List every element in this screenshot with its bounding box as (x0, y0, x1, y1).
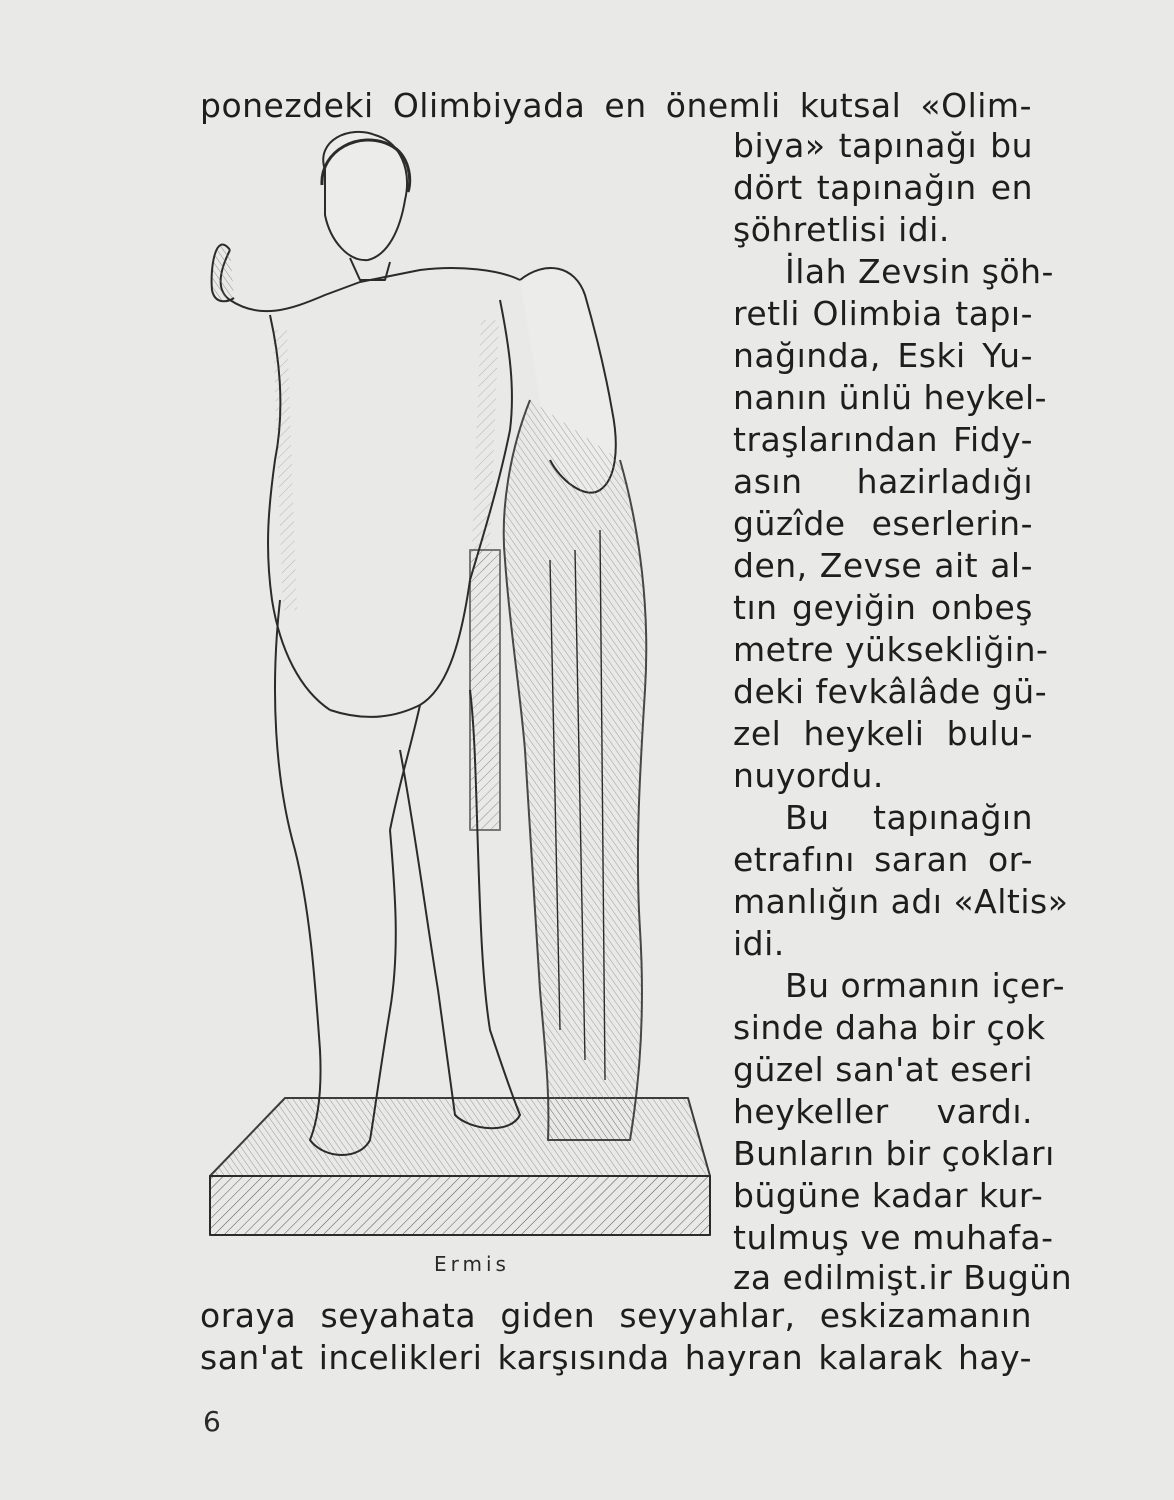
text-line: san'at incelikleri karşısında hayran kalarak hay- (200, 1338, 1032, 1377)
text-line: tın geyiğin onbeş (733, 588, 1033, 627)
text-line: sinde daha bir çok (733, 1008, 1046, 1047)
text-line: dört tapınağın en (733, 168, 1033, 207)
text-line: Bu ormanın içer- (785, 966, 1066, 1005)
text-line: traşlarından Fidy- (733, 420, 1033, 459)
text-line: nuyordu. (733, 756, 884, 795)
statue-figure (200, 130, 720, 1250)
text-line: güzîde eserlerin- (733, 504, 1033, 543)
text-line: biya» tapınağı bu (733, 126, 1033, 165)
text-line: nanın ünlü heykel- (733, 378, 1048, 417)
text-line: za edilmişt.ir Bugün (733, 1258, 1073, 1297)
statue-illustration-icon (200, 130, 720, 1250)
text-line: oraya seyahata giden seyyahlar, eskizamanın (200, 1296, 1032, 1335)
text-line: retli Olimbia tapı- (733, 294, 1033, 333)
text-line: heykeller vardı. (733, 1092, 1033, 1131)
text-line: asın hazirladığı (733, 462, 1033, 501)
page-number: 6 (203, 1405, 221, 1438)
text-line: İlah Zevsin şöh- (785, 252, 1054, 291)
text-line: idi. (733, 924, 785, 963)
text-line: metre yüksekliğin- (733, 630, 1049, 669)
text-line: bügüne kadar kur- (733, 1176, 1044, 1215)
text-line: Bunların bir çokları (733, 1134, 1055, 1173)
text-line: güzel san'at eseri (733, 1050, 1033, 1089)
text-line: şöhretlisi idi. (733, 210, 950, 249)
text-line: tulmuş ve muhafa- (733, 1218, 1054, 1257)
text-line: zel heykeli bulu- (733, 714, 1033, 753)
text-line: Bu tapınağın (785, 798, 1033, 837)
figure-caption: Ermis (434, 1252, 510, 1276)
text-line: nağında, Eski Yu- (733, 336, 1033, 375)
text-line: manlığın adı «Altis» (733, 882, 1069, 921)
text-line: ponezdeki Olimbiyada en önemli kutsal «Olim- (200, 86, 1032, 125)
text-line: deki fevkâlâde gü- (733, 672, 1048, 711)
text-line: etrafını saran or- (733, 840, 1033, 879)
text-line: den, Zevse ait al- (733, 546, 1033, 585)
